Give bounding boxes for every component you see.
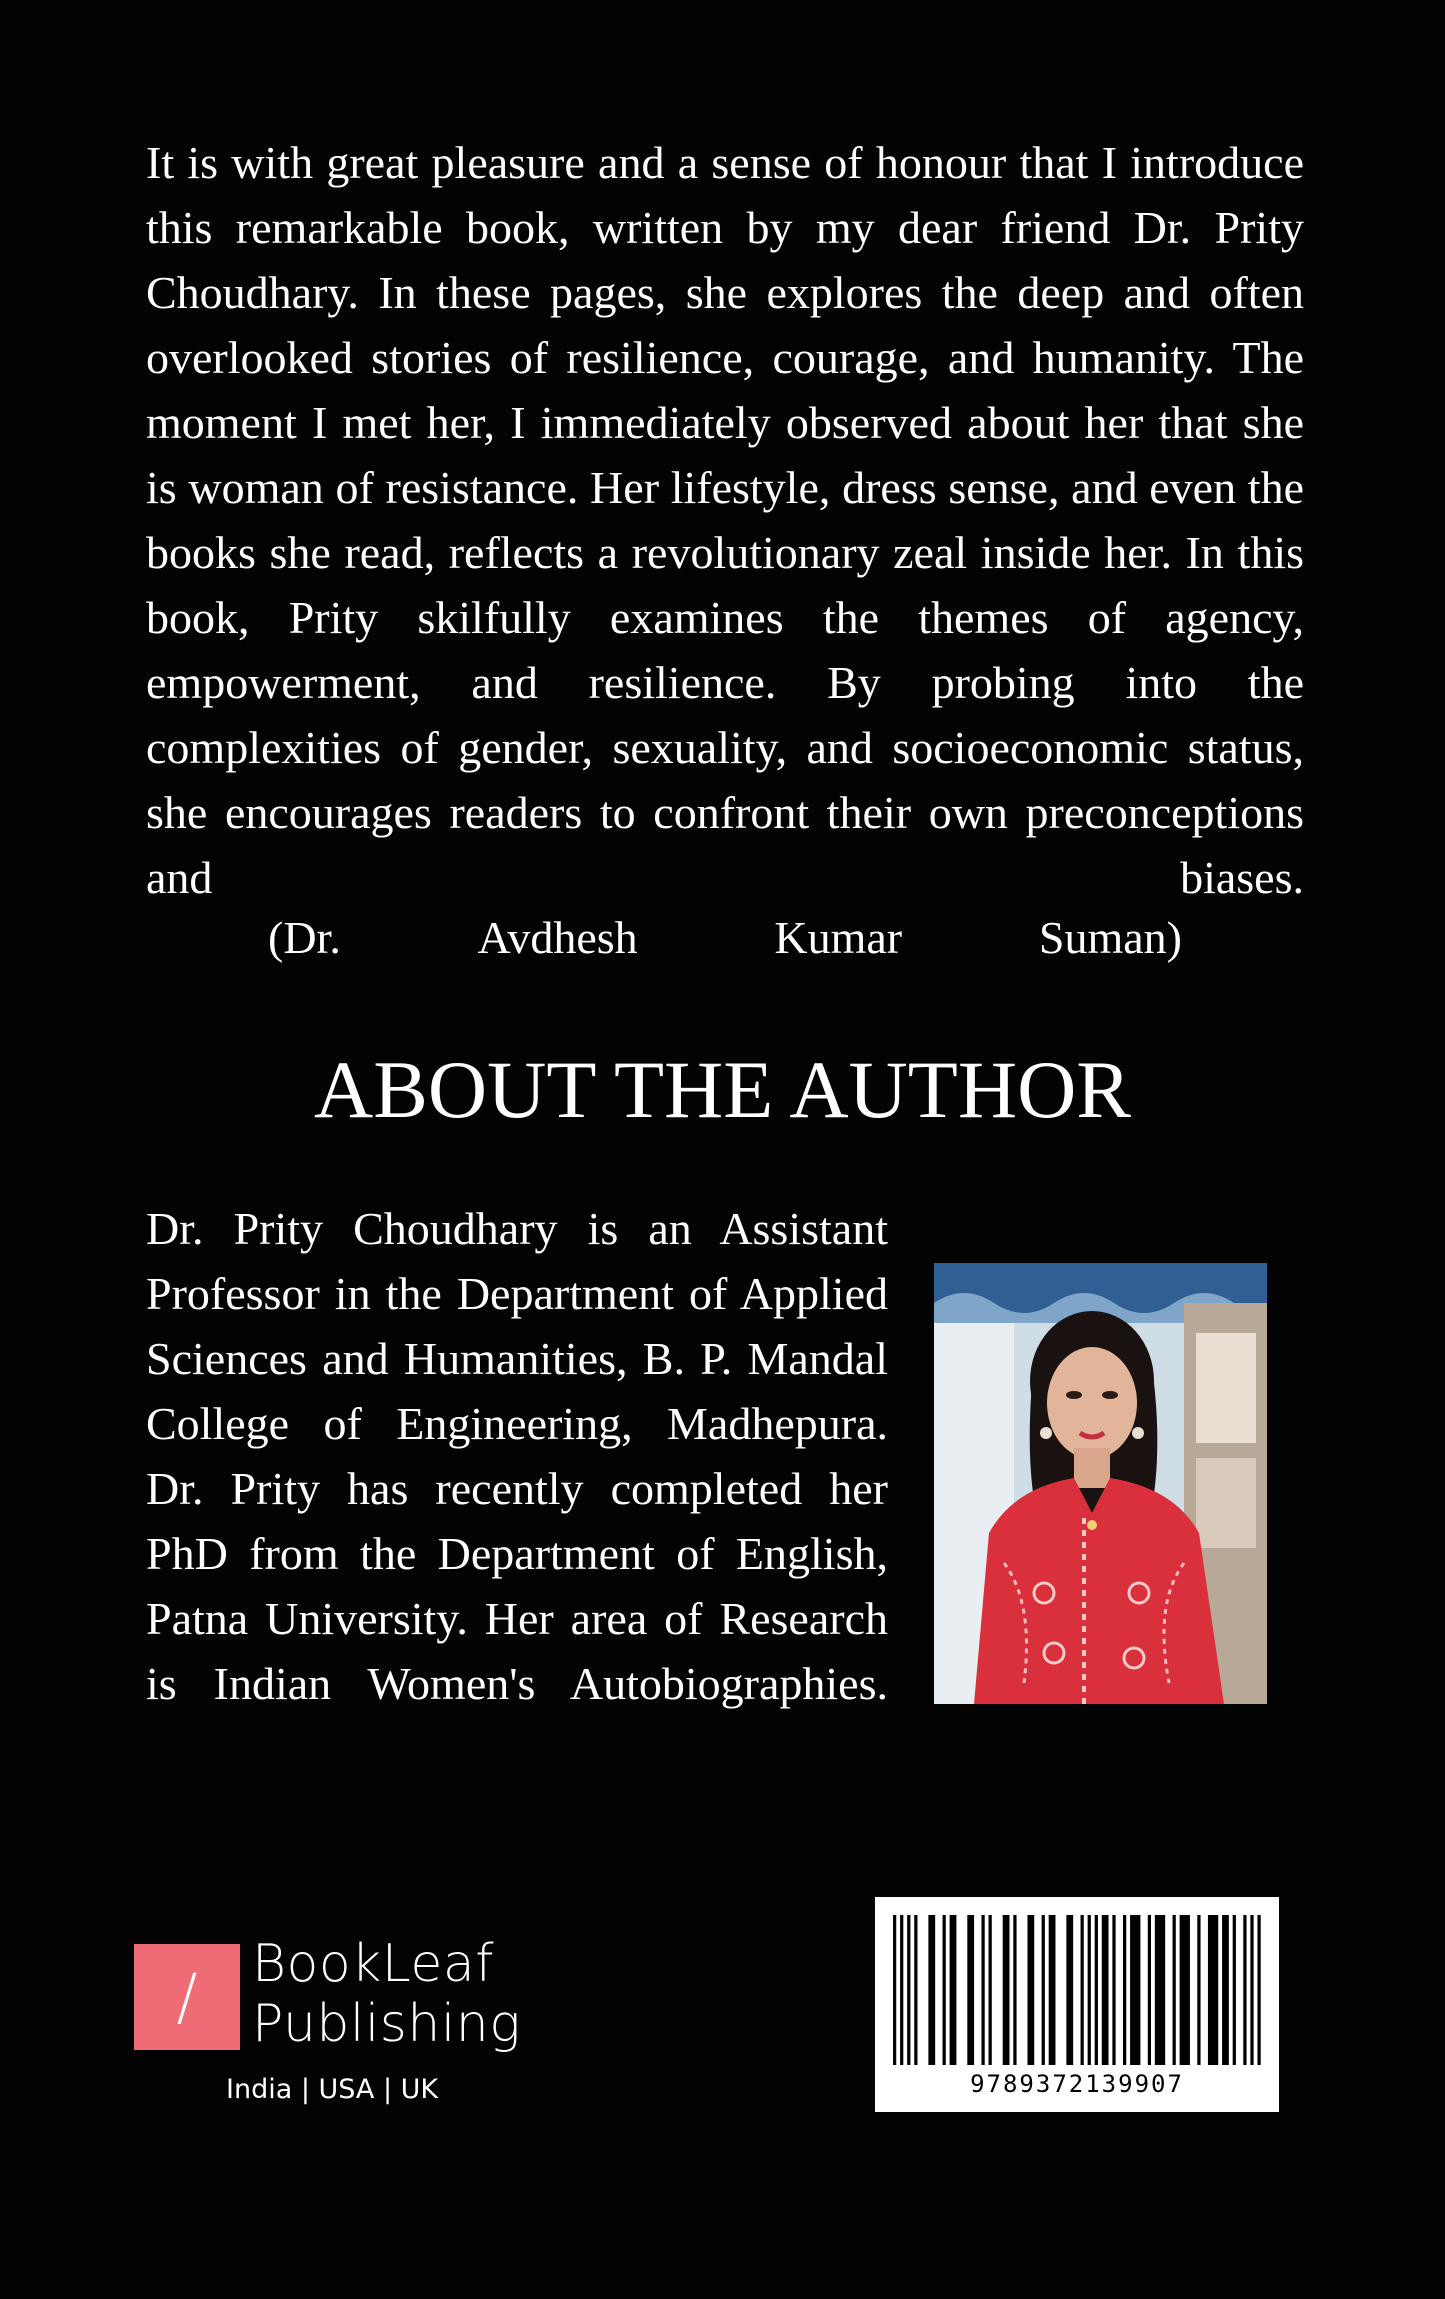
publisher-name-line2: Publishing [252, 1994, 521, 2054]
barcode-bar [943, 1915, 946, 2065]
barcode-bar [1243, 1915, 1246, 2065]
signature-word: Suman) [1038, 912, 1182, 963]
barcode-bar [900, 1915, 903, 2065]
isbn-barcode [875, 1897, 1279, 2112]
barcode-bar [1042, 1915, 1045, 2065]
barcode-bar [1123, 1915, 1126, 2065]
foreword-section [146, 130, 1304, 910]
publisher-name-line1: BookLeaf [252, 1934, 495, 1994]
barcode-bar [914, 1915, 917, 2065]
author-photo [934, 1263, 1267, 1704]
barcode-bars [893, 1915, 1261, 2065]
barcode-bar [1130, 1915, 1140, 2065]
publisher-logo [134, 1934, 554, 2110]
barcode-bar [1081, 1915, 1084, 2065]
barcode-bar [1095, 1915, 1098, 2065]
publisher-name [252, 1934, 521, 2054]
barcode-bar [1066, 1915, 1073, 2065]
barcode-bar [1102, 1915, 1109, 2065]
barcode-bar [1013, 1915, 1016, 2065]
isbn-number: 9789372139907 [970, 2070, 1184, 2098]
publisher-mark-glyph: / [176, 1960, 198, 2033]
signature-word: Avdhesh [477, 912, 638, 963]
barcode-bar [907, 1915, 910, 2065]
barcode-bar [1197, 1915, 1200, 2065]
about-author-heading: ABOUT THE AUTHOR [314, 1044, 1131, 1135]
publisher-regions: India | USA | UK [226, 2074, 439, 2105]
foreword-signature [268, 905, 1182, 970]
barcode-bar [1049, 1915, 1056, 2065]
barcode-bar [950, 1915, 957, 2065]
barcode-bar [893, 1915, 896, 2065]
foreword-text: It is with great pleasure and a sense of honour that I introduce this remarkable book, written by my dear friend Dr. Prity Choudhary. In these pages, she explores the deep and often overlooked stories of resilience, courage, and humanity. The moment I met her, I immediately observed about her that she is woman of resistance. Her lifestyle, dress sense, and even the books she read, reflects a revolutionary zeal inside her. In this book, Prity skilfully examines the themes of agency, empowerment, and resilience. By probing into the complexities of gender, sexuality, and socioeconomic status, she encourages readers to confront their own preconceptions and biases. [146, 137, 1304, 903]
barcode-bar [1208, 1915, 1218, 2065]
barcode-bar [1027, 1915, 1034, 2065]
barcode-bar [1180, 1915, 1190, 2065]
barcode-bar [1148, 1915, 1151, 2065]
barcode-bar [1173, 1915, 1176, 2065]
barcode-bar [1003, 1915, 1010, 2065]
author-bio: Dr. Prity Choudhary is an Assistant Professor in the Department of Applied Sciences and Humanities, B. P. Mandal College of Engineering, Madhepura. Dr. Prity has recently completed her PhD from the Department of English, Patna University. Her area of Research is Indian Women's Autobiographies. [146, 1203, 888, 1709]
barcode-bar [1112, 1915, 1115, 2065]
barcode-bar [967, 1915, 974, 2065]
signature-word: Kumar [774, 912, 903, 963]
barcode-bar [1233, 1915, 1236, 2065]
barcode-bar [981, 1915, 984, 2065]
barcode-bar [1155, 1915, 1165, 2065]
barcode-bar [1088, 1915, 1091, 2065]
barcode-bar [928, 1915, 935, 2065]
barcode-bar [1222, 1915, 1229, 2065]
barcode-bar [989, 1915, 992, 2065]
barcode-bar [1250, 1915, 1253, 2065]
barcode-bar [1257, 1915, 1260, 2065]
signature-word: (Dr. [268, 912, 341, 963]
publisher-mark-icon [134, 1944, 240, 2050]
